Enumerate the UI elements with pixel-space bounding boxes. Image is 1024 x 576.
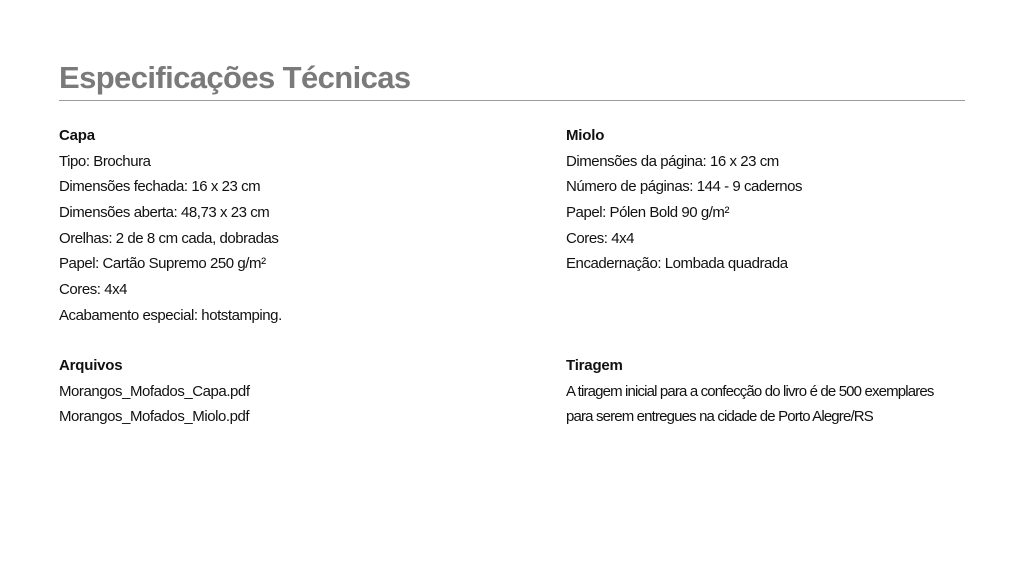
capa-spec-papel: Papel: Cartão Supremo 250 g/m² bbox=[59, 255, 266, 273]
capa-spec-tipo: Tipo: Brochura bbox=[59, 152, 151, 170]
capa-spec-dimensoes-fechada: Dimensões fechada: 16 x 23 cm bbox=[59, 178, 261, 196]
miolo-spec-papel: Papel: Pólen Bold 90 g/m² bbox=[566, 204, 730, 222]
miolo-heading: Miolo bbox=[566, 127, 605, 144]
capa-spec-dimensoes-aberta: Dimensões aberta: 48,73 x 23 cm bbox=[59, 204, 270, 222]
page-title: Especificações Técnicas bbox=[59, 60, 411, 95]
tiragem-heading: Tiragem bbox=[566, 357, 623, 374]
capa-spec-orelhas: Orelhas: 2 de 8 cm cada, dobradas bbox=[59, 229, 279, 247]
miolo-spec-dimensoes: Dimensões da página: 16 x 23 cm bbox=[566, 152, 779, 170]
capa-spec-cores: Cores: 4x4 bbox=[59, 281, 128, 299]
tiragem-text-line: A tiragem inicial para a confecção do livro é de 500 exemplares bbox=[566, 382, 934, 400]
title-divider bbox=[59, 100, 965, 101]
tiragem-section bbox=[566, 353, 966, 430]
miolo-spec-paginas: Número de páginas: 144 - 9 cadernos bbox=[566, 178, 803, 196]
miolo-spec-encadernacao: Encadernação: Lombada quadrada bbox=[566, 255, 788, 273]
arquivo-capa-filename: Morangos_Mofados_Capa.pdf bbox=[59, 382, 250, 400]
capa-heading: Capa bbox=[59, 127, 95, 144]
tiragem-text-line: para serem entregues na cidade de Porto Alegre/RS bbox=[566, 408, 873, 426]
capa-spec-acabamento: Acabamento especial: hotstamping. bbox=[59, 306, 282, 324]
arquivos-section bbox=[59, 353, 529, 430]
arquivo-miolo-filename: Morangos_Mofados_Miolo.pdf bbox=[59, 408, 250, 426]
arquivos-heading: Arquivos bbox=[59, 357, 123, 374]
capa-section bbox=[59, 123, 529, 329]
miolo-spec-cores: Cores: 4x4 bbox=[566, 229, 635, 247]
miolo-section bbox=[566, 123, 966, 277]
